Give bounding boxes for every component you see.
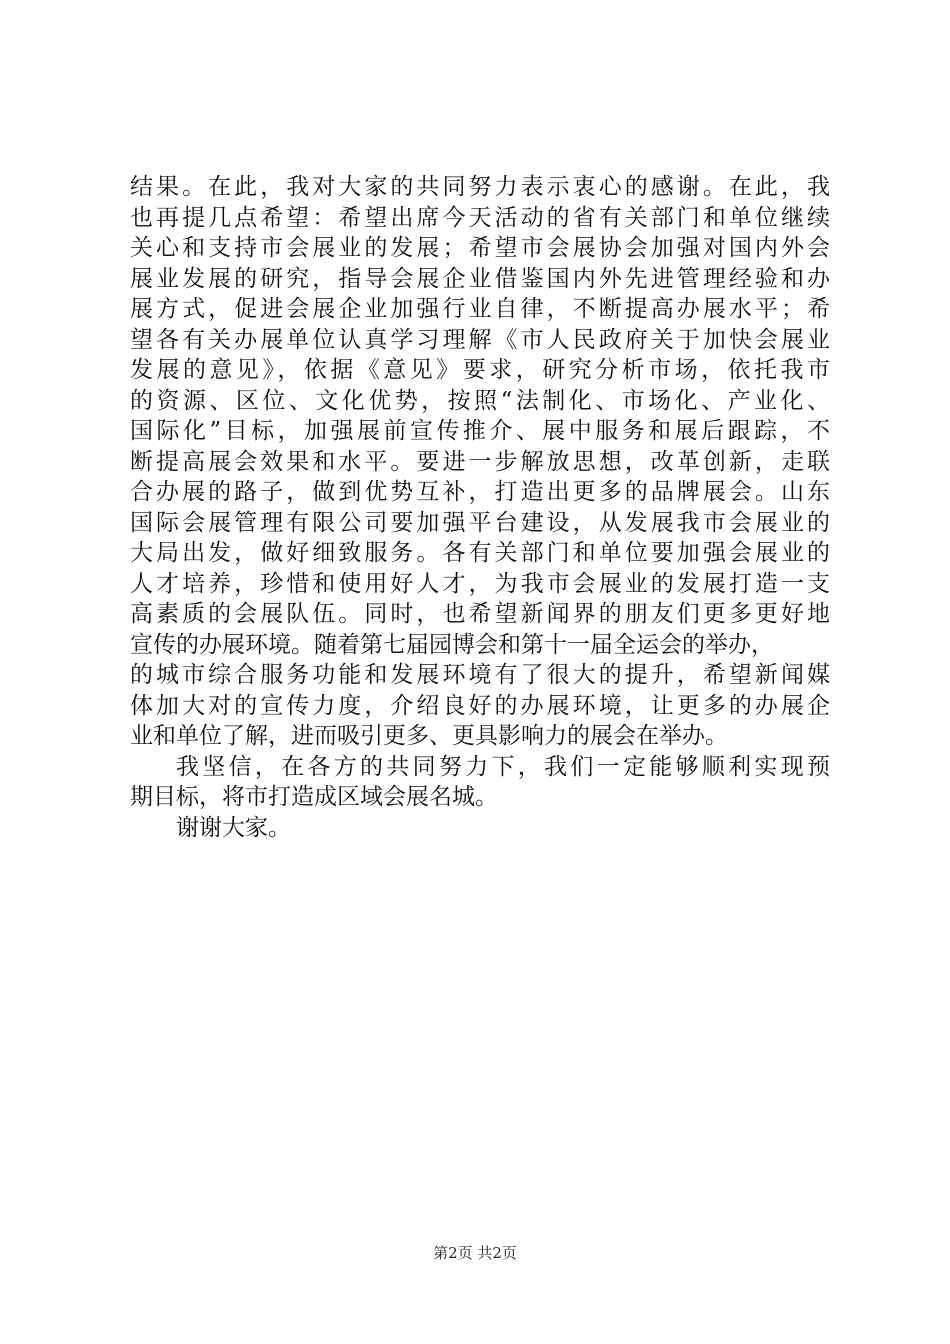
text-line: 谢谢大家。 bbox=[176, 814, 291, 841]
text-line: 发展的意见》，依据《意见》要求，研究分析市场，依托我市 bbox=[130, 357, 830, 383]
text-line: 也再提几点希望：希望出席今天活动的省有关部门和单位继续 bbox=[130, 204, 830, 231]
text-line: 合办展的路子，做到优势互补，打造出更多的品牌展会。山东 bbox=[130, 479, 830, 505]
text-line: 的资源、区位、文化优势，按照“法制化、市场化、产业化、 bbox=[130, 387, 830, 414]
text-line: 的城市综合服务功能和发展环境有了很大的提升，希望新闻媒 bbox=[130, 662, 830, 688]
text-line: 我坚信，在各方的共同努力下，我们一定能够顺利实现预 bbox=[176, 753, 830, 780]
text-line: 人才培养，珍惜和使用好人才，为我市会展业的发展打造一支 bbox=[130, 570, 830, 597]
text-line: 展业发展的研究，指导会展企业借鉴国内外先进管理经验和办 bbox=[130, 265, 830, 292]
text-line: 期目标，将市打造成区域会展名城。 bbox=[130, 784, 498, 810]
text-line: 国际化”目标，加强展前宣传推介、展中服务和展后跟踪，不 bbox=[130, 418, 830, 444]
text-line: 关心和支持市会展业的发展；希望市会展协会加强对国内外会 bbox=[130, 235, 830, 261]
text-line: 大局出发，做好细致服务。各有关部门和单位要加强会展业的 bbox=[130, 540, 830, 566]
paragraph-2 bbox=[130, 752, 830, 813]
text-line: 高素质的会展队伍。同时，也希望新闻界的朋友们更多更好地 bbox=[130, 601, 830, 627]
paragraph-3 bbox=[130, 813, 830, 844]
text-line: 展方式，促进会展企业加强行业自律，不断提高办展水平；希 bbox=[130, 296, 830, 322]
text-line: 望各有关办展单位认真学习理解《市人民政府关于加快会展业 bbox=[130, 326, 830, 353]
paragraph-1 bbox=[130, 172, 830, 752]
page-number-footer: 第2页 共2页 bbox=[433, 1244, 517, 1262]
text-line: 业和单位了解，进而吸引更多、更具影响力的展会在举办。 bbox=[130, 723, 728, 749]
text-line: 体加大对的宣传力度，介绍良好的办展环境，让更多的办展企 bbox=[130, 692, 830, 719]
text-line: 宣传的办展环境。随着第七届园博会和第十一届全运会的举办， bbox=[130, 631, 774, 658]
text-line: 国际会展管理有限公司要加强平台建设，从发展我市会展业的 bbox=[130, 509, 830, 536]
text-line: 断提高展会效果和水平。要进一步解放思想，改革创新，走联 bbox=[130, 448, 830, 475]
body-text bbox=[130, 172, 830, 843]
text-line: 结果。在此，我对大家的共同努力表示衷心的感谢。在此，我 bbox=[130, 174, 830, 200]
